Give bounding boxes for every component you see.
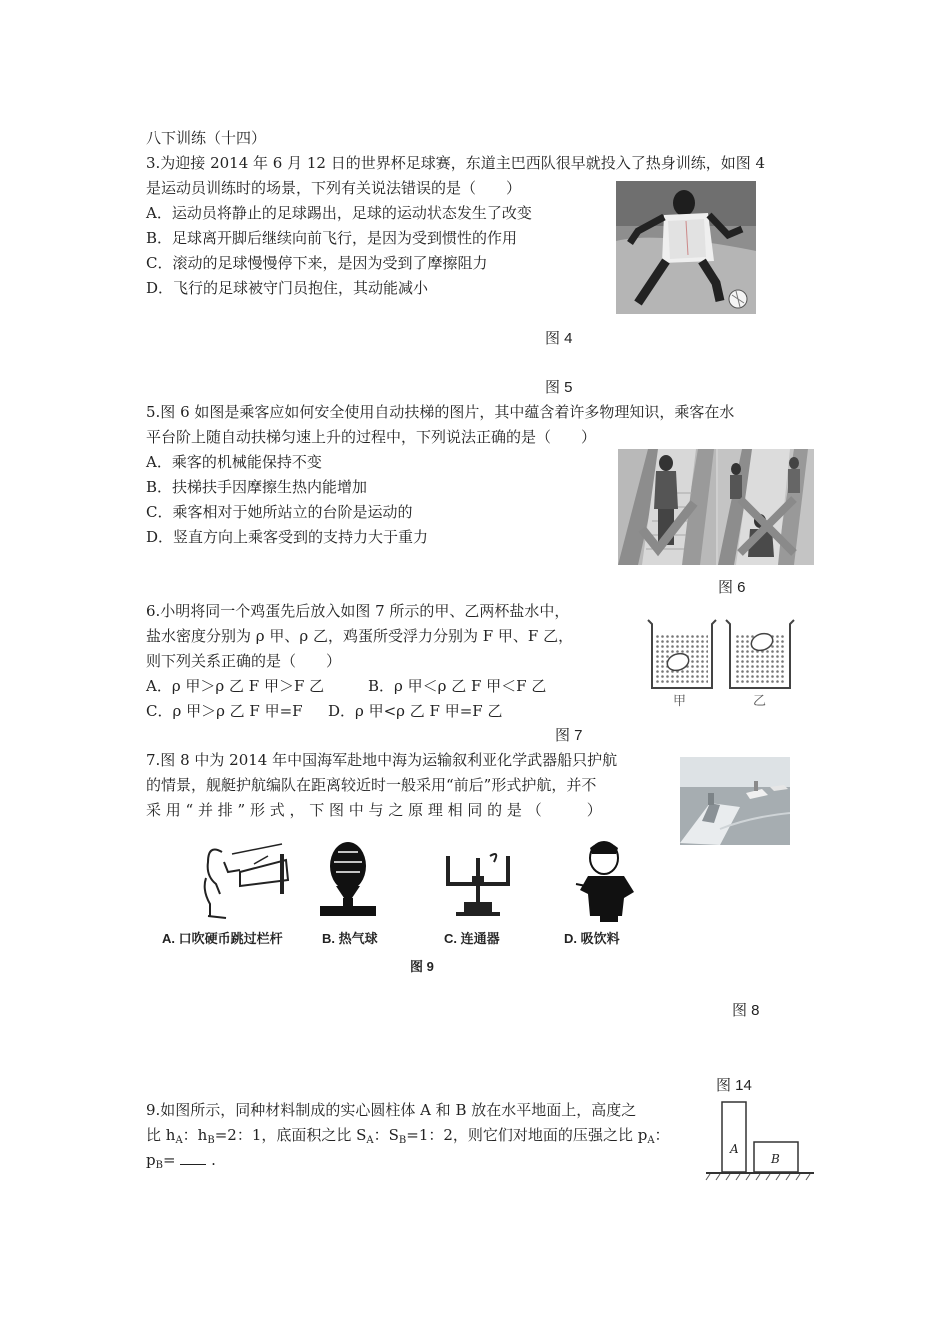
hot-air-balloon-illustration xyxy=(320,842,376,916)
figure-14-caption: 图 14 xyxy=(716,1077,752,1094)
escalator-photos xyxy=(618,449,814,565)
q9-stem-line1: 9.如图所示，同种材料制成的实心圆柱体 A 和 B 放在水平地面上，高度之 xyxy=(146,1101,637,1119)
figure-9-caption: 图 9 xyxy=(410,959,434,974)
q6-option-a: A．ρ 甲＞ρ 乙 F 甲＞F 乙 xyxy=(146,677,325,695)
figure-4-caption: 图 4 xyxy=(545,330,573,347)
q3-stem-line2: 是运动员训练时的场景，下列有关说法错误的是（ ） xyxy=(146,179,522,197)
figure-5-caption: 图 5 xyxy=(545,379,573,396)
q5-option-b: B．扶梯扶手因摩擦生热内能增加 xyxy=(146,478,368,496)
soccer-player-photo xyxy=(616,181,756,314)
figure-9-panel xyxy=(148,832,658,982)
communicating-vessel-illustration xyxy=(448,854,508,916)
q5-stem-line1: 5.图 6 如图是乘客应如何安全使用自动扶梯的图片，其中蕴含着许多物理知识，乘客在水 xyxy=(146,403,735,421)
q6-stem-line2: 盐水密度分别为 ρ 甲、ρ 乙，鸡蛋所受浮力分别为 F 甲、F 乙， xyxy=(146,627,574,645)
q6-stem-line1: 6.小明将同一个鸡蛋先后放入如图 7 所示的甲、乙两杯盐水中， xyxy=(146,602,570,620)
q5-stem-line2: 平台阶上随自动扶梯匀速上升的过程中，下列说法正确的是（ ） xyxy=(146,428,597,446)
answer-blank[interactable] xyxy=(180,1152,206,1165)
person-drinking-illustration xyxy=(576,842,634,922)
q3-option-c: C．滚动的足球慢慢停下来，是因为受到了摩擦阻力 xyxy=(146,254,488,272)
figure-8-caption: 图 8 xyxy=(732,1002,760,1019)
q7-stem-line3: 采 用 “ 并 排 ” 形 式 ， 下 图 中 与 之 原 理 相 同 的 是 （ ） xyxy=(146,801,602,819)
cylinder-a-label: A xyxy=(730,1142,739,1156)
fig9-label-d: D. 吸饮料 xyxy=(564,931,620,946)
page-header: 八下训练（十四） xyxy=(146,129,267,147)
q9-stem-line3: $p_B=$ . xyxy=(146,1151,216,1171)
q6-option-c: C．ρ 甲＞ρ 乙 F 甲=F xyxy=(146,702,303,720)
beakers-diagram xyxy=(640,614,812,710)
q6-option-d: D．ρ 甲<ρ 乙 F 甲=F 乙 xyxy=(328,702,503,720)
q6-option-b: B．ρ 甲＜ρ 乙 F 甲＜F 乙 xyxy=(368,677,547,695)
q3-option-b: B．足球离开脚后继续向前飞行，是因为受到惯性的作用 xyxy=(146,229,518,247)
figure-7-caption: 图 7 xyxy=(555,727,583,744)
q7-stem-line2: 的情景，舰艇护航编队在距离较近时一般采用“前后”形式护航，并不 xyxy=(146,776,597,794)
q3-stem-line1: 3.为迎接 2014 年 6 月 12 日的世界杯足球赛，东道主巴西队很早就投入了热身训练，如图 4 xyxy=(146,154,766,172)
q9-stem-line2: 比 $h_A$：$h_B=2$：1，底面积之比 $S_A$：$S_B=1$：2，则它们对地面的压强之比 $p_A$： xyxy=(146,1126,670,1146)
q5-option-c: C．乘客相对于她所站立的台阶是运动的 xyxy=(146,503,413,521)
fig9-label-c: C. 连通器 xyxy=(444,931,500,946)
fig9-label-a: A. 口吹硬币跳过栏杆 xyxy=(162,931,283,946)
q6-stem-line3: 则下列关系正确的是（ ） xyxy=(146,652,342,670)
warships-photo xyxy=(680,757,790,845)
cylinder-b-label: B xyxy=(771,1152,780,1166)
fig9-label-b: B. 热气球 xyxy=(322,931,378,946)
beaker-label-yi: 乙 xyxy=(753,693,767,708)
cylinders-diagram xyxy=(704,1098,816,1182)
q3-option-a: A．运动员将静止的足球踢出，足球的运动状态发生了改变 xyxy=(146,204,532,222)
q7-stem-line1: 7.图 8 中为 2014 年中国海军赴地中海为运输叙利亚化学武器船只护航 xyxy=(146,751,618,769)
coin-blowing-illustration xyxy=(205,844,288,918)
figure-6-caption: 图 6 xyxy=(718,579,746,596)
beaker-label-jia: 甲 xyxy=(673,693,687,708)
q5-option-a: A．乘客的机械能保持不变 xyxy=(146,453,322,471)
q5-option-d: D．竖直方向上乘客受到的支持力大于重力 xyxy=(146,528,429,546)
q3-option-d: D．飞行的足球被守门员抱住，其动能减小 xyxy=(146,279,429,297)
